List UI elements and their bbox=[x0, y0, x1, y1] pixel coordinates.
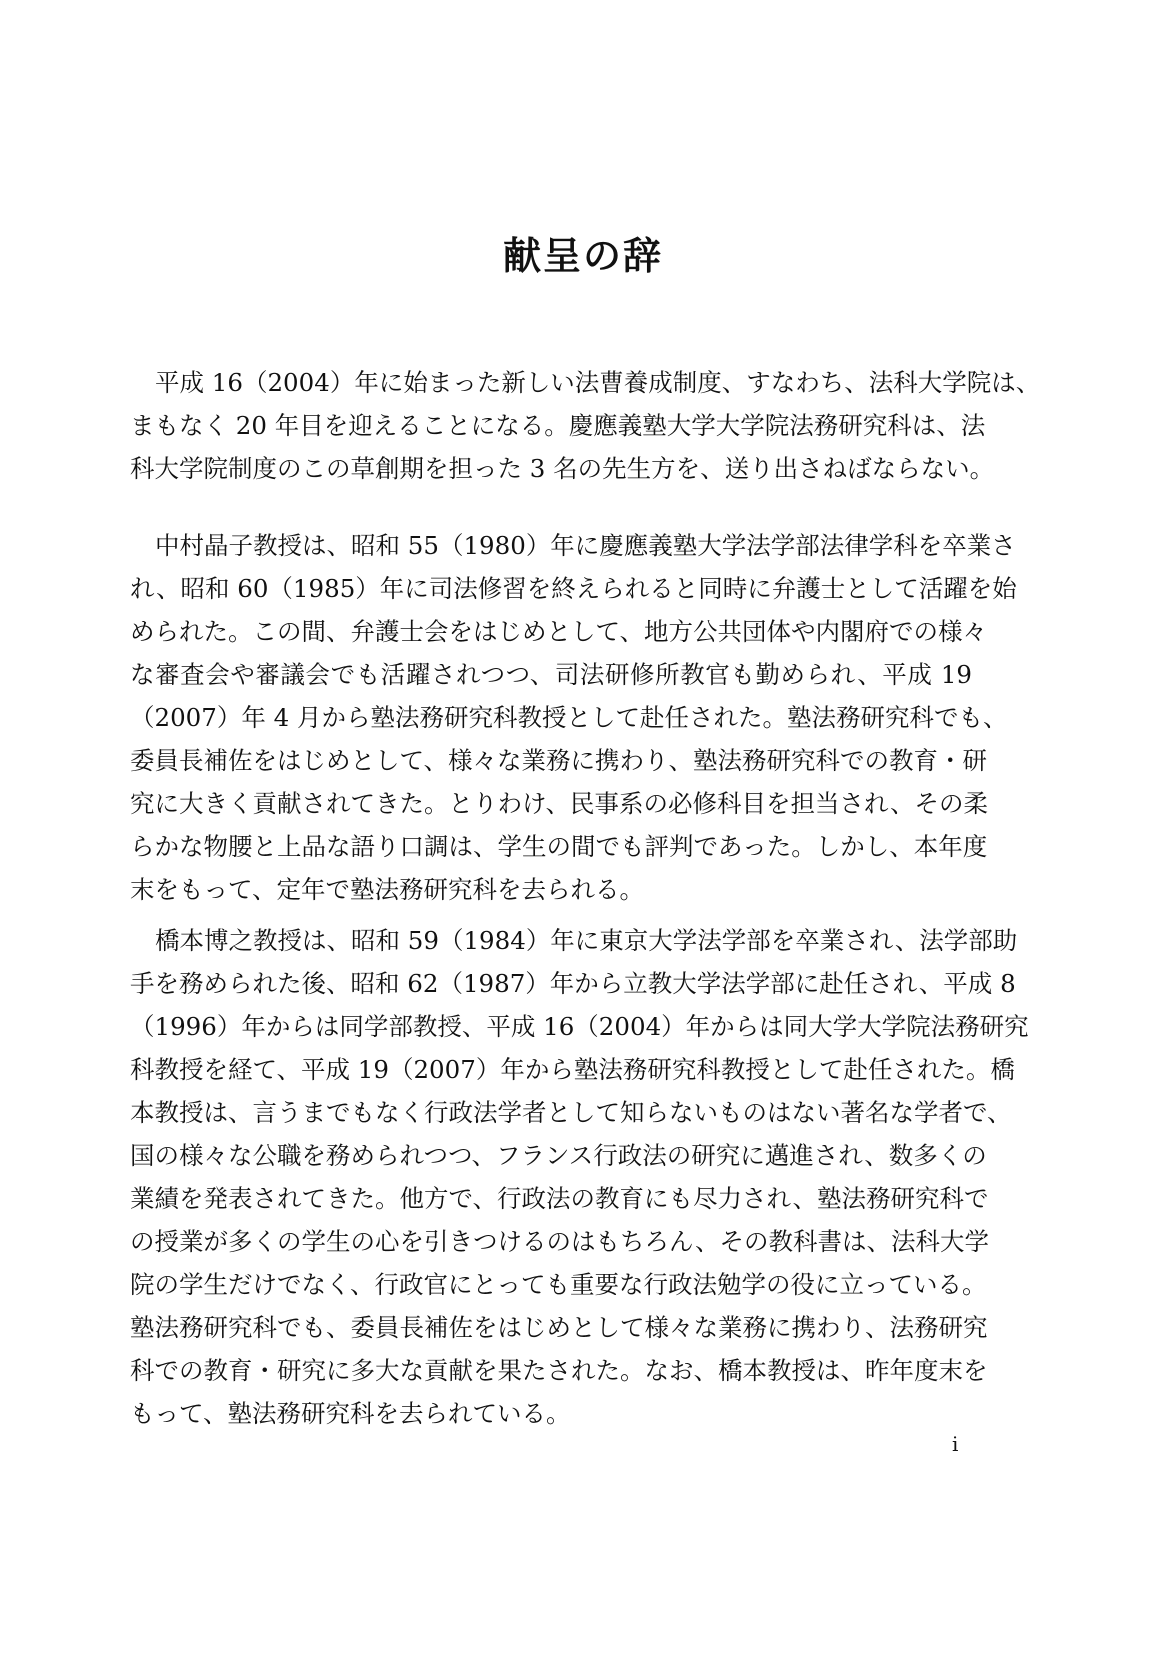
text-line: 科教授を経て、平成 19（2007）年から塾法務研究科教授として赴任された。橋 bbox=[130, 1055, 1015, 1084]
text-line: もって、塾法務研究科を去られている。 bbox=[130, 1399, 571, 1428]
text-line: の授業が多くの学生の心を引きつけるのはもちろん、その教科書は、法科大学 bbox=[130, 1227, 989, 1256]
text-line: らかな物腰と上品な語り口調は、学生の間でも評判であった。しかし、本年度 bbox=[130, 832, 988, 861]
text-line: （2007）年 4 月から塾法務研究科教授として赴任された。塾法務研究科でも、 bbox=[130, 703, 1008, 732]
text-line: 院の学生だけでなく、行政官にとっても重要な行政法勉学の役に立っている。 bbox=[130, 1270, 987, 1299]
page-number: i bbox=[952, 1432, 959, 1456]
text-line: 業績を発表されてきた。他方で、行政法の教育にも尽力され、塾法務研究科で bbox=[130, 1184, 989, 1213]
text-line: 平成 16（2004）年に始まった新しい法曹養成制度、すなわち、法科大学院は、 bbox=[155, 368, 1041, 397]
text-line: 橋本博之教授は、昭和 59（1984）年に東京大学法学部を卒業され、法学部助 bbox=[155, 926, 1018, 955]
text-line: 科大学院制度のこの草創期を担った 3 名の先生方を、送り出さねばならない。 bbox=[130, 454, 995, 483]
text-line: （1996）年からは同学部教授、平成 16（2004）年からは同大学大学院法務研究 bbox=[130, 1012, 1029, 1041]
paragraph-hashimoto bbox=[130, 919, 1029, 1435]
text-line: 塾法務研究科でも、委員長補佐をはじめとして様々な業務に携わり、法務研究 bbox=[130, 1313, 988, 1342]
text-line: められた。この間、弁護士会をはじめとして、地方公共団体や内閣府での様々 bbox=[130, 617, 988, 646]
text-line: 末をもって、定年で塾法務研究科を去られる。 bbox=[130, 875, 645, 904]
text-line: 委員長補佐をはじめとして、様々な業務に携わり、塾法務研究科での教育・研 bbox=[130, 746, 988, 775]
text-line: な審査会や審議会でも活躍されつつ、司法研修所教官も勤められ、平成 19 bbox=[130, 660, 972, 689]
text-line: 国の様々な公職を務められつつ、フランス行政法の研究に邁進され、数多くの bbox=[130, 1141, 987, 1170]
text-line: 中村晶子教授は、昭和 55（1980）年に慶應義塾大学法学部法律学科を卒業さ bbox=[155, 531, 1016, 560]
text-line: 手を務められた後、昭和 62（1987）年から立教大学法学部に赴任され、平成 8 bbox=[130, 969, 1016, 998]
page-title: 献呈の辞 bbox=[502, 233, 663, 279]
text-line: 本教授は、言うまでもなく行政法学者として知らないものはない著名な学者で、 bbox=[130, 1098, 1012, 1127]
paragraph-intro bbox=[130, 361, 1041, 490]
paragraph-nakamura bbox=[130, 524, 1017, 911]
text-line: 究に大きく貢献されてきた。とりわけ、民事系の必修科目を担当され、その柔 bbox=[130, 789, 988, 818]
text-line: まもなく 20 年目を迎えることになる。慶應義塾大学大学院法務研究科は、法 bbox=[130, 411, 986, 440]
text-line: れ、昭和 60（1985）年に司法修習を終えられると同時に弁護士として活躍を始 bbox=[130, 574, 1017, 603]
text-line: 科での教育・研究に多大な貢献を果たされた。なお、橋本教授は、昨年度末を bbox=[130, 1356, 988, 1385]
